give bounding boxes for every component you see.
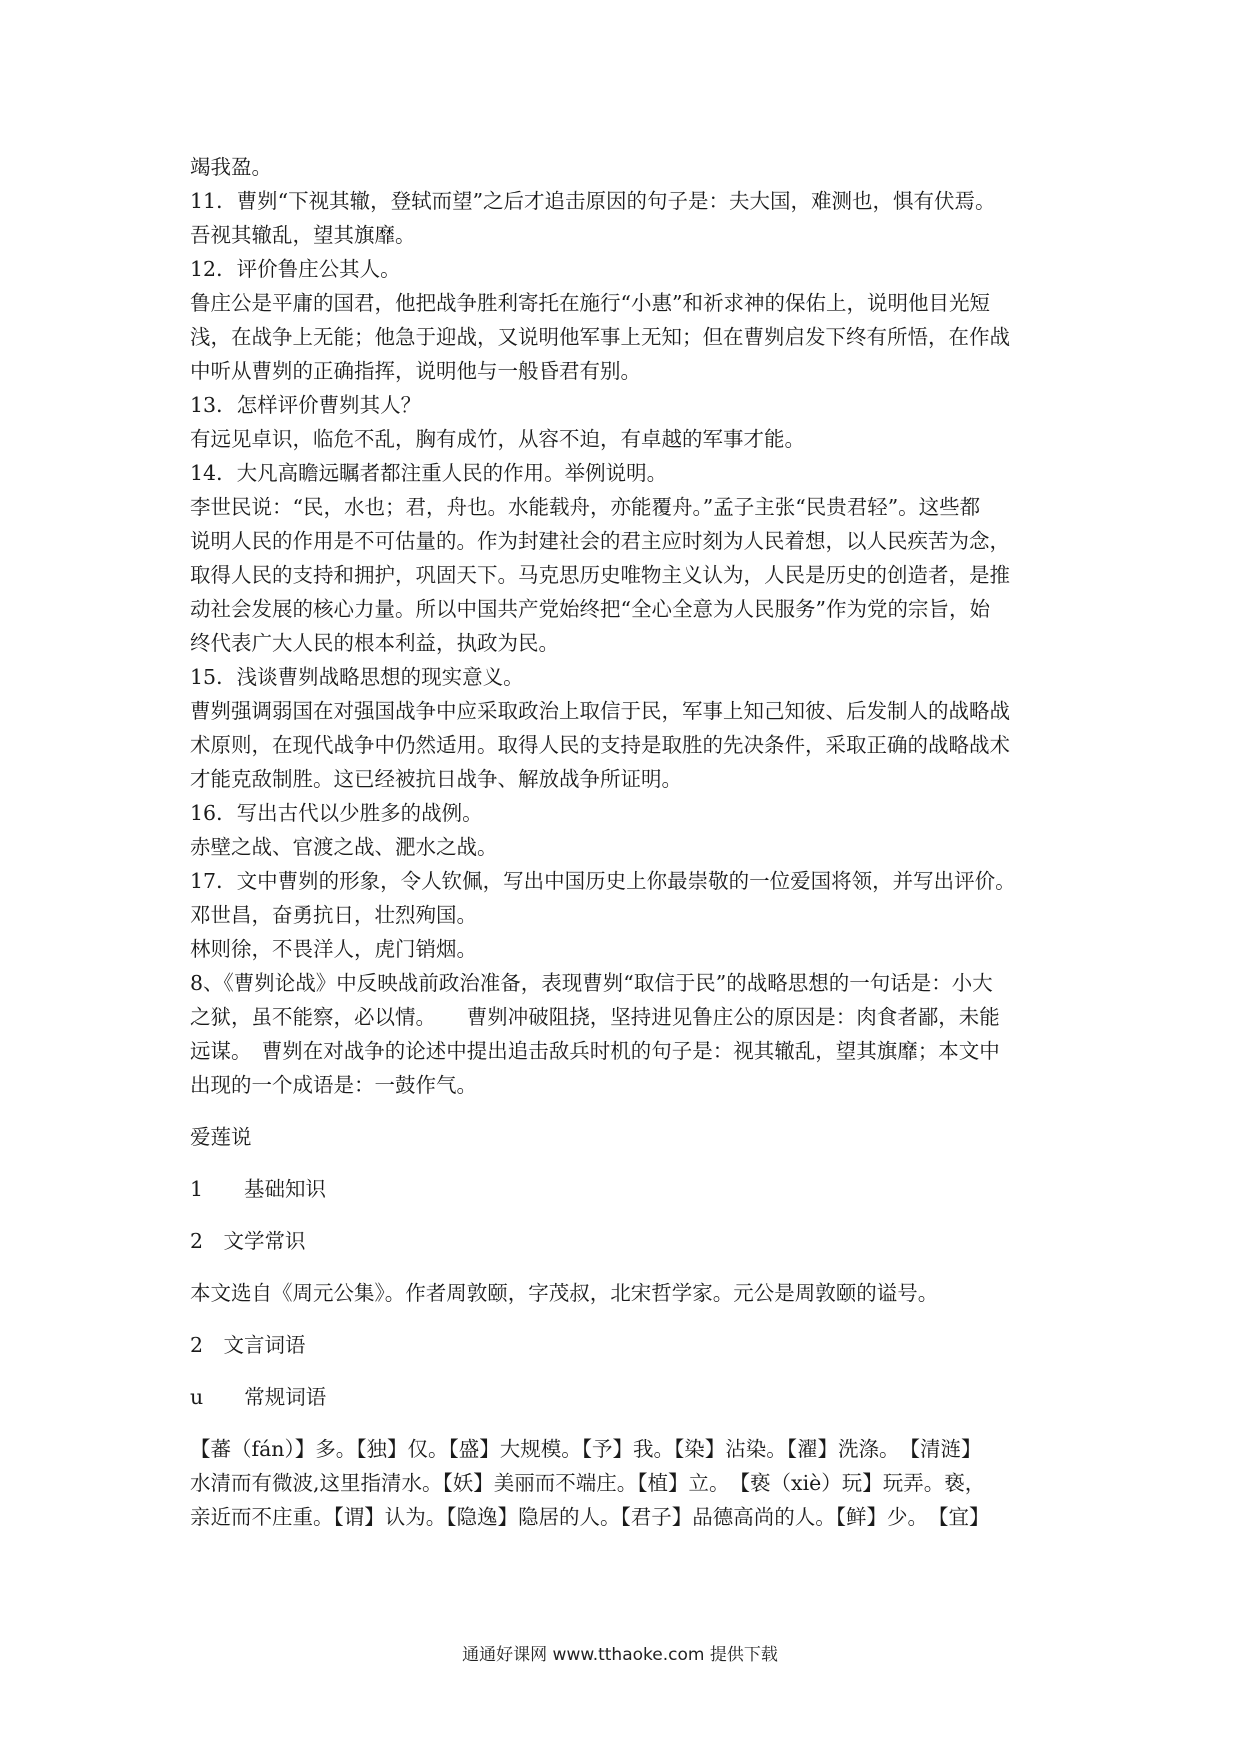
text-line-20: 赤壁之战、官渡之战、淝水之战。	[190, 835, 498, 859]
text-line-3: 12．评价鲁庄公其人。	[190, 257, 401, 281]
text-line-1: 11．曹刿“下视其辙，登轼而望”之后才追击原因的句子是：夫大国，难测也，惧有伏焉。	[190, 189, 996, 213]
text-line-14: 终代表广大人民的根本利益，执政为民。	[190, 631, 559, 655]
text-line-2: 吾视其辙乱，望其旗靡。	[190, 223, 416, 247]
text-line-11: 说明人民的作用是不可估量的。作为封建社会的君主应时刻为人民着想，以人民疾苦为念，	[190, 529, 1010, 553]
text-line-27: 出现的一个成语是：一鼓作气。	[190, 1073, 477, 1097]
text-line-6: 中听从曹刿的正确指挥，说明他与一般昏君有别。	[190, 359, 641, 383]
section-line-1: 1 基础知识	[190, 1177, 327, 1201]
text-line-13: 动社会发展的核心力量。所以中国共产党始终把“全心全意为人民服务”作为党的宗旨，始	[190, 597, 990, 621]
section-line-0: 爱莲说	[190, 1125, 252, 1149]
text-line-26: 远谋。 曹刿在对战争的论述中提出追击敌兵时机的句子是：视其辙乱，望其旗靡；本文中	[190, 1039, 1000, 1063]
vocab-line-0: 【蕃（fán）】多。【独】仅。【盛】大规模。【予】我。【染】沾染。【濯】洗涤。 【清涟】	[190, 1437, 982, 1461]
text-line-18: 才能克敌制胜。这已经被抗日战争、解放战争所证明。	[190, 767, 682, 791]
text-line-15: 15．浅谈曹刿战略思想的现实意义。	[190, 665, 524, 689]
text-line-22: 邓世昌，奋勇抗日，壮烈殉国。	[190, 903, 477, 927]
section-line-2: 2 文学常识	[190, 1229, 306, 1253]
text-line-17: 术原则，在现代战争中仍然适用。取得人民的支持是取胜的先决条件，采取正确的战略战术	[190, 733, 1010, 757]
qa-section	[190, 150, 1060, 1102]
text-line-21: 17．文中曹刿的形象，令人钦佩，写出中国历史上你最崇敬的一位爱国将领，并写出评价。	[190, 869, 1016, 893]
text-line-19: 16．写出古代以少胜多的战例。	[190, 801, 483, 825]
text-line-10: 李世民说：“民，水也；君，舟也。水能载舟，亦能覆舟。”孟子主张“民贵君轻”。这些都	[190, 495, 981, 519]
text-line-24: 8、《曹刿论战》中反映战前政治准备，表现曹刿“取信于民”的战略思想的一句话是：小大	[190, 971, 993, 995]
text-line-0: 竭我盈。	[190, 155, 272, 179]
text-line-16: 曹刿强调弱国在对强国战争中应采取政治上取信于民，军事上知己知彼、后发制人的战略战	[190, 699, 1010, 723]
vocab-line-1: 水清而有微波,这里指清水。【妖】美丽而不端庄。【植】立。 【亵（xiè）玩】玩弄。亵，	[190, 1471, 986, 1495]
vocabulary-section	[190, 1432, 1060, 1534]
text-line-9: 14．大凡高瞻远瞩者都注重人民的作用。举例说明。	[190, 461, 668, 485]
text-line-7: 13．怎样评价曹刿其人？	[190, 393, 422, 417]
text-line-4: 鲁庄公是平庸的国君，他把战争胜利寄托在施行“小惠”和祈求神的保佑上，说明他目光短	[190, 291, 990, 315]
text-line-12: 取得人民的支持和拥护，巩固天下。马克思历史唯物主义认为，人民是历史的创造者，是推	[190, 563, 1010, 587]
vocab-line-2: 亲近而不庄重。【谓】认为。【隐逸】隐居的人。【君子】品德高尚的人。【鲜】少。 【宜】	[190, 1505, 990, 1529]
document-body	[190, 150, 1060, 1534]
lotus-section	[190, 1120, 1060, 1414]
text-line-23: 林则徐，不畏洋人，虎门销烟。	[190, 937, 477, 961]
text-line-8: 有远见卓识，临危不乱，胸有成竹，从容不迫，有卓越的军事才能。	[190, 427, 805, 451]
page-footer: 通通好课网 www.tthaoke.com 提供下载	[462, 1645, 778, 1665]
section-line-4: 2 文言词语	[190, 1333, 306, 1357]
text-line-25: 之狱，虽不能察，必以情。 曹刿冲破阻挠，坚持进见鲁庄公的原因是：肉食者鄙，未能	[190, 1005, 1000, 1029]
text-line-5: 浅，在战争上无能；他急于迎战，又说明他军事上无知；但在曹刿启发下终有所悟，在作战	[190, 325, 1010, 349]
section-line-3: 本文选自《周元公集》。作者周敦颐，字茂叔，北宋哲学家。元公是周敦颐的谥号。	[190, 1281, 939, 1305]
section-line-5: u 常规词语	[190, 1385, 327, 1409]
